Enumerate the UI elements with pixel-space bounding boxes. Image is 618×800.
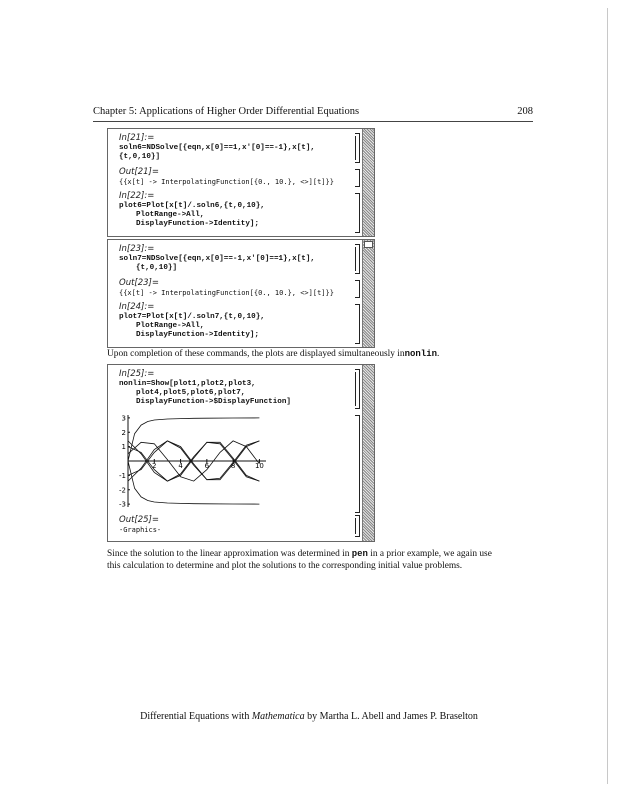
in21-line-1[interactable]: soln6=NDSolve[{eqn,x[0]==1,x'[0]==-1},x[t],	[119, 144, 315, 152]
in23-label: In[23]:=	[119, 244, 155, 254]
cell-bracket[interactable]	[355, 415, 360, 513]
y-tick-label: 2	[121, 428, 126, 437]
in25-line-2[interactable]: plot4,plot5,plot6,plot7,	[136, 389, 246, 397]
inline-code-pen: pen	[351, 549, 368, 559]
cell-bracket[interactable]	[355, 515, 360, 537]
header-rule	[93, 121, 533, 122]
cell-bracket[interactable]	[355, 369, 360, 409]
in22-label: In[22]:=	[119, 191, 155, 201]
y-tick-label: -1	[119, 471, 126, 480]
page-edge-line	[607, 8, 608, 784]
series-line-1	[128, 418, 259, 461]
in24-line-3[interactable]: DisplayFunction->Identity];	[136, 331, 260, 339]
in23-line-1[interactable]: soln7=NDSolve[{eqn,x[0]==-1,x'[0]==1},x[t],	[119, 255, 315, 263]
paragraph-1-end: .	[437, 349, 440, 359]
out25-line-1: -Graphics-	[119, 526, 162, 534]
out21-label: Out[21]=	[119, 167, 159, 177]
out21-line-1: {{x[t] -> InterpolatingFunction[{0., 10.}, <>][t]}}	[119, 178, 334, 186]
in25-line-3[interactable]: DisplayFunction->$DisplayFunction]	[136, 398, 291, 406]
in25-line-1[interactable]: nonlin=Show[plot1,plot2,plot3,	[119, 380, 256, 388]
page-footer	[0, 711, 618, 722]
cell-bracket[interactable]	[355, 244, 360, 274]
out25-label: Out[25]=	[119, 515, 159, 525]
cell-bracket[interactable]	[355, 304, 360, 344]
in24-label: In[24]:=	[119, 302, 155, 312]
in24-line-2[interactable]: PlotRange->All,	[136, 322, 205, 330]
y-tick-label: -2	[119, 486, 126, 495]
in22-line-1[interactable]: plot6=Plot[x[t]/.soln6,{t,0,10},	[119, 202, 265, 210]
in23-line-2[interactable]: {t,0,10}]	[136, 264, 178, 272]
nonlin-plot	[114, 411, 274, 511]
in22-line-2[interactable]: PlotRange->All,	[136, 211, 205, 219]
cell-bracket[interactable]	[355, 169, 360, 187]
series-line-2	[128, 461, 259, 504]
out23-line-1: {{x[t] -> InterpolatingFunction[{0., 10.}, <>][t]}}	[119, 289, 334, 297]
page-header	[93, 106, 533, 120]
in21-label: In[21]:=	[119, 133, 155, 143]
series-line-6	[128, 442, 259, 481]
scrollbar[interactable]	[362, 365, 374, 541]
cell-bracket[interactable]	[355, 280, 360, 298]
scrollbar[interactable]	[362, 240, 374, 347]
out23-label: Out[23]=	[119, 278, 159, 288]
notebook-window-3	[107, 364, 375, 542]
paragraph-2-line-1	[107, 549, 547, 561]
y-tick-label: 1	[121, 443, 126, 452]
in25-label: In[25]:=	[119, 369, 155, 379]
notebook-window-2	[107, 239, 375, 348]
page-number: 208	[517, 106, 533, 117]
footer-text: Differential Equations with	[140, 711, 250, 722]
cell-bracket[interactable]	[355, 133, 360, 163]
paragraph-2-line-2: this calculation to determine and plot the solutions to the corresponding initial value problems.	[107, 560, 463, 571]
x-tick-label: 2	[152, 462, 157, 470]
x-tick-label: 4	[178, 462, 183, 470]
x-tick-label: 8	[230, 462, 236, 470]
paragraph-1	[107, 349, 547, 361]
in24-line-1[interactable]: plot7=Plot[x[t]/.soln7,{t,0,10},	[119, 313, 265, 321]
paragraph-2-text-cont: in a prior example, we again use	[370, 549, 492, 559]
cell-bracket[interactable]	[355, 193, 360, 233]
paragraph-2-text: Since the solution to the linear approximation was determined in	[107, 549, 350, 559]
paragraph-2	[107, 549, 547, 572]
y-tick-label: 3	[121, 414, 126, 423]
footer-authors: by Martha L. Abell and James P. Braselton	[307, 711, 478, 722]
in21-line-2[interactable]: {t,0,10}]	[119, 153, 161, 161]
x-tick-label: 10	[254, 462, 264, 470]
series-line-7	[128, 441, 259, 480]
chapter-title: Chapter 5: Applications of Higher Order Differential Equations	[93, 106, 360, 117]
footer-book-title: Mathematica	[251, 711, 305, 722]
scrollbar-thumb[interactable]	[364, 241, 373, 248]
notebook-window-1	[107, 128, 375, 237]
in22-line-3[interactable]: DisplayFunction->Identity];	[136, 220, 260, 228]
paragraph-1-text: Upon completion of these commands, the plots are displayed simultaneously in	[107, 349, 405, 359]
x-tick-label: 6	[204, 462, 210, 470]
y-tick-label: -3	[119, 500, 126, 509]
scrollbar[interactable]	[362, 129, 374, 236]
inline-code-nonlin: nonlin	[404, 349, 438, 359]
